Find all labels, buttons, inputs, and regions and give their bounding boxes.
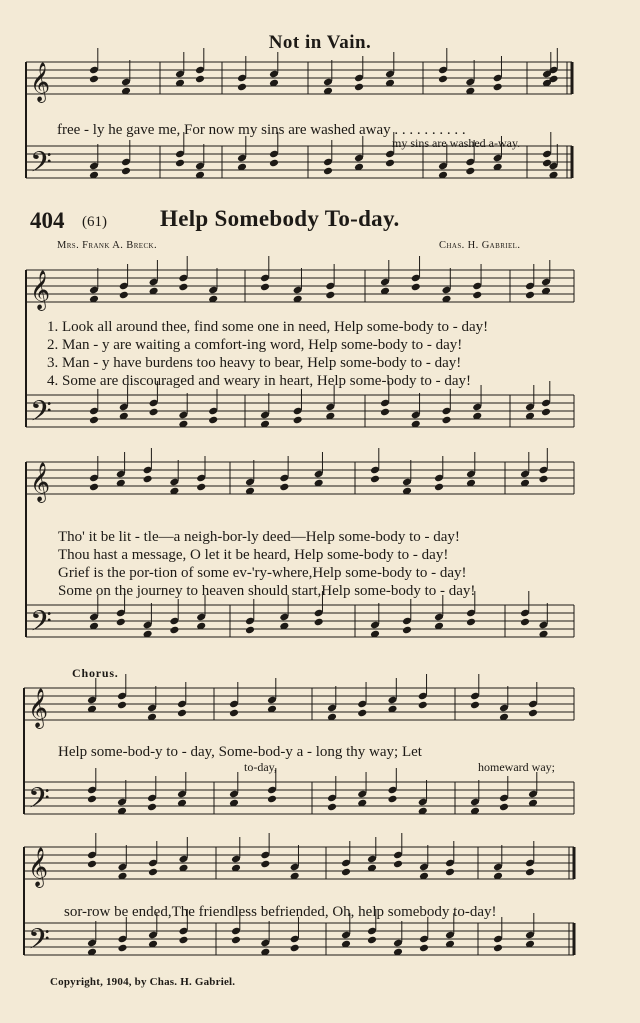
note-head <box>260 860 270 869</box>
treble-clef-icon: 𝄞 <box>30 62 51 102</box>
verse-line-3a: 3. Man - y have burdens too heavy to bear, Help some-body to - day! <box>47 355 462 371</box>
note-head <box>472 291 482 300</box>
note-head <box>445 868 455 877</box>
note-head <box>293 416 303 425</box>
note-head <box>89 483 99 492</box>
note-head <box>325 291 335 300</box>
note-head <box>465 167 475 176</box>
note-head <box>370 475 380 484</box>
note-head <box>418 701 428 710</box>
bass-clef-icon: 𝄢 <box>30 605 52 645</box>
note-head <box>117 944 127 953</box>
note-head <box>357 709 367 718</box>
hymn-alt-number: (61) <box>82 214 107 230</box>
copyright: Copyright, 1904, by Chas. H. Gabriel. <box>50 976 236 988</box>
note-head <box>175 159 185 168</box>
note-head <box>323 167 333 176</box>
chorus-line-2: sor-row be ended,The friendless befriended, Oh, help somebody to-day! <box>64 904 497 920</box>
chorus-echo-1: to-day, <box>244 760 277 774</box>
note-head <box>411 283 421 292</box>
verse-line-4b: Some on the journey to heaven should start,Help some-body to - day! <box>58 583 476 599</box>
hymn-number: 404 <box>30 208 65 233</box>
note-head <box>87 795 97 804</box>
note-head <box>538 475 548 484</box>
note-head <box>143 475 153 484</box>
note-head <box>208 416 218 425</box>
note-head <box>470 701 480 710</box>
verse-line-3b: Grief is the por-tion of some ev-'ry-where,Help some-body to - day! <box>58 565 467 581</box>
note-head <box>177 709 187 718</box>
note-head <box>149 408 159 417</box>
note-head <box>245 626 255 635</box>
note-head <box>169 626 179 635</box>
note-head <box>121 167 131 176</box>
note-head <box>385 159 395 168</box>
note-head <box>327 803 337 812</box>
note-head <box>402 626 412 635</box>
bass-clef-icon: 𝄢 <box>28 923 50 963</box>
previous-hymn-echo: my sins are washed a-way. <box>392 136 521 150</box>
note-head <box>541 408 551 417</box>
note-head <box>525 868 535 877</box>
treble-clef-icon: 𝄞 <box>28 847 49 887</box>
previous-hymn-title: Not in Vain. <box>268 32 372 53</box>
chorus-label: Chorus. <box>72 666 119 680</box>
note-head <box>493 944 503 953</box>
note-head <box>195 75 205 84</box>
treble-clef-icon: 𝄞 <box>28 688 49 728</box>
note-head <box>148 868 158 877</box>
note-head <box>387 795 397 804</box>
note-head <box>528 709 538 718</box>
chorus-echo-2: homeward way; <box>478 760 555 774</box>
note-head <box>314 618 324 627</box>
hymn-author: Mrs. Frank A. Breck. <box>57 240 157 251</box>
note-head <box>341 868 351 877</box>
note-head <box>119 291 129 300</box>
verse-line-1a: 1. Look all around thee, find some one in need, Help some-body to - day! <box>47 319 489 335</box>
note-head <box>89 416 99 425</box>
note-head <box>393 860 403 869</box>
note-head <box>178 283 188 292</box>
note-head <box>441 416 451 425</box>
note-head <box>434 483 444 492</box>
note-head <box>117 701 127 710</box>
note-head <box>116 618 126 627</box>
note-head <box>520 618 530 627</box>
note-head <box>466 618 476 627</box>
note-head <box>267 795 277 804</box>
previous-hymn-lyric: free - ly he gave me, For now my sins are washed away . . . . . . . . . . <box>57 122 466 138</box>
note-head <box>290 944 300 953</box>
note-head <box>231 936 241 945</box>
hymn-composer: Chas. H. Gabriel. <box>439 240 521 251</box>
note-head <box>279 483 289 492</box>
note-head <box>269 159 279 168</box>
hymn-title: Help Somebody To-day. <box>160 206 400 231</box>
note-head <box>419 944 429 953</box>
treble-clef-icon: 𝄞 <box>30 270 51 310</box>
treble-clef-icon: 𝄞 <box>30 462 51 502</box>
note-head <box>525 291 535 300</box>
note-head <box>438 75 448 84</box>
chorus-line-1: Help some-bod-y to - day, Some-bod-y a - long thy way; Let <box>58 744 422 760</box>
note-head <box>499 803 509 812</box>
note-head <box>196 483 206 492</box>
verse-line-2b: Thou hast a message, O let it be heard, Help some-body to - day! <box>58 547 449 563</box>
bass-clef-icon: 𝄢 <box>28 782 50 822</box>
note-head <box>229 709 239 718</box>
note-head <box>260 283 270 292</box>
bass-clef-icon: 𝄢 <box>30 395 52 435</box>
verse-line-2a: 2. Man - y are waiting a comfort-ing word, Help some-body to - day! <box>47 337 463 353</box>
note-head <box>493 83 503 92</box>
note-head <box>237 83 247 92</box>
bass-clef-icon: 𝄢 <box>30 146 52 186</box>
note-head <box>87 860 97 869</box>
note-head <box>178 936 188 945</box>
verse-line-4a: 4. Some are discouraged and weary in heart, Help some-body to - day! <box>47 373 472 389</box>
verse-line-1b: Tho' it be lit - tle—a neigh-bor-ly deed—Help some-body to - day! <box>58 529 460 545</box>
note-head <box>380 408 390 417</box>
note-head <box>89 75 99 84</box>
note-head <box>147 803 157 812</box>
note-head <box>354 83 364 92</box>
note-head <box>367 936 377 945</box>
